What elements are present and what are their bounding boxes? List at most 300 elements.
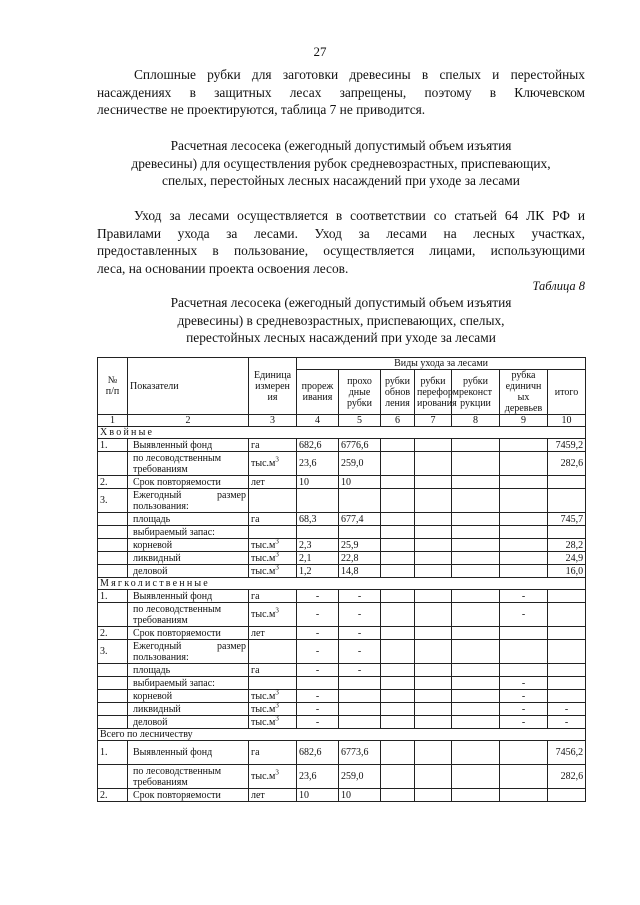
row-value: - xyxy=(297,690,339,703)
column-number: 4 xyxy=(297,415,339,427)
table-row xyxy=(98,627,586,640)
header-text: рубка xyxy=(511,370,536,381)
row-indicator: Срок повторяемости xyxy=(128,789,249,802)
section-row xyxy=(98,578,586,590)
allowable-cut-table xyxy=(97,357,586,802)
row-value xyxy=(500,476,548,489)
row-value: 259,0 xyxy=(339,452,381,476)
header-reformation-cutting xyxy=(415,370,460,415)
header-text: ивания xyxy=(302,392,333,403)
table-row xyxy=(98,677,586,690)
row-unit: лет xyxy=(249,476,297,489)
row-value xyxy=(452,664,500,677)
row-value xyxy=(415,716,452,729)
header-text: Единица xyxy=(253,369,292,381)
intro-line: насаждениях в защитных лесах запрещены, поэтому в Ключевском xyxy=(97,84,585,100)
row-value xyxy=(415,489,452,513)
table-row xyxy=(98,603,586,627)
row-number: 1. xyxy=(98,590,128,603)
heading-line: древесины) для осуществления рубок средневозрастных, приспевающих, xyxy=(131,155,551,171)
row-unit: га xyxy=(249,741,297,765)
row-value: - xyxy=(500,703,548,716)
row-number xyxy=(98,552,128,565)
header-unit xyxy=(249,358,297,415)
column-number-row xyxy=(98,415,586,427)
row-indicator: корневой xyxy=(128,690,249,703)
row-unit: га xyxy=(249,590,297,603)
row-value: 682,6 xyxy=(297,741,339,765)
row-value xyxy=(500,452,548,476)
row-value xyxy=(452,590,500,603)
row-value: 23,6 xyxy=(297,765,339,789)
row-value xyxy=(381,640,415,664)
row-number xyxy=(98,513,128,526)
row-value xyxy=(381,439,415,452)
row-value xyxy=(452,603,500,627)
row-value xyxy=(381,513,415,526)
row-indicator: выбираемый запас: xyxy=(128,677,249,690)
row-indicator: деловой xyxy=(128,565,249,578)
row-indicator: Ежегодный размер пользования: xyxy=(128,640,249,664)
row-unit: $тыс.м^3$ xyxy=(249,565,297,578)
row-unit: $тыс.м^3$ xyxy=(249,539,297,552)
row-value: - xyxy=(500,690,548,703)
table-row xyxy=(98,552,586,565)
header-text: Показатели xyxy=(130,380,179,392)
table-row xyxy=(98,489,586,513)
row-unit: $тыс.м^3$ xyxy=(249,603,297,627)
row-value xyxy=(381,489,415,513)
row-value xyxy=(297,677,339,690)
table-row xyxy=(98,640,586,664)
row-value xyxy=(415,603,452,627)
row-value xyxy=(415,452,452,476)
header-text: измерен xyxy=(255,380,290,392)
row-value xyxy=(339,716,381,729)
row-number xyxy=(98,452,128,476)
header-text: прохо xyxy=(347,375,372,387)
row-value xyxy=(381,476,415,489)
row-value xyxy=(297,526,339,539)
header-text: прореж xyxy=(301,381,334,392)
header-care-types-group: Виды ухода за лесами xyxy=(297,358,586,370)
row-value: - xyxy=(297,640,339,664)
table-row xyxy=(98,690,586,703)
column-number: 5 xyxy=(339,415,381,427)
row-value xyxy=(381,741,415,765)
row-value xyxy=(548,690,586,703)
row-indicator: выбираемый запас: xyxy=(128,526,249,539)
table-row xyxy=(98,526,586,539)
row-value: - xyxy=(548,716,586,729)
row-unit xyxy=(249,640,297,664)
row-value xyxy=(452,640,500,664)
row-value xyxy=(548,590,586,603)
row-value: - xyxy=(297,627,339,640)
row-unit: $тыс.м^3$ xyxy=(249,690,297,703)
heading-line: Расчетная лесосека (ежегодный допустимый объем изъятия xyxy=(170,295,512,310)
row-value xyxy=(452,452,500,476)
header-text: рукции xyxy=(460,397,491,409)
row-number xyxy=(98,664,128,677)
row-value xyxy=(452,565,500,578)
row-indicator: Выявленный фонд xyxy=(128,741,249,765)
heading-line: перестойных лесных насаждений при уходе за лесами xyxy=(186,330,496,345)
row-value: - xyxy=(548,703,586,716)
row-indicator: по лесоводственным требованиям xyxy=(128,765,249,789)
row-value xyxy=(381,677,415,690)
row-unit: $тыс.м^3$ xyxy=(249,716,297,729)
row-number: 3. xyxy=(98,489,128,513)
row-unit: $тыс.м^3$ xyxy=(249,552,297,565)
row-value: - xyxy=(500,590,548,603)
row-value xyxy=(415,552,452,565)
header-text: ия xyxy=(267,391,278,403)
header-text: п/п xyxy=(105,386,120,397)
row-value: 6776,6 xyxy=(339,439,381,452)
row-value xyxy=(452,627,500,640)
row-value xyxy=(548,627,586,640)
row-value: 16,0 xyxy=(548,565,586,578)
row-value xyxy=(381,703,415,716)
row-number: 1. xyxy=(98,741,128,765)
row-value xyxy=(381,765,415,789)
row-value xyxy=(548,664,586,677)
row-number: 2. xyxy=(98,789,128,802)
row-number xyxy=(98,677,128,690)
row-value xyxy=(548,476,586,489)
row-number xyxy=(98,603,128,627)
row-unit: $тыс.м^3$ xyxy=(249,452,297,476)
row-value: 259,0 xyxy=(339,765,381,789)
row-indicator: Ежегодный размер пользования: xyxy=(128,489,249,513)
row-number xyxy=(98,539,128,552)
row-value xyxy=(297,489,339,513)
table-header-row xyxy=(98,358,586,370)
header-text: реконст xyxy=(459,386,492,398)
row-value: 682,6 xyxy=(297,439,339,452)
column-number: 7 xyxy=(415,415,452,427)
table-row xyxy=(98,565,586,578)
row-value xyxy=(381,627,415,640)
row-value: 282,6 xyxy=(548,452,586,476)
table-caption: Таблица 8 xyxy=(532,279,585,293)
row-value xyxy=(381,452,415,476)
header-total: итого xyxy=(548,370,586,415)
row-value xyxy=(415,677,452,690)
row-value: 10 xyxy=(297,789,339,802)
row-number xyxy=(98,765,128,789)
row-value: - xyxy=(339,603,381,627)
row-value xyxy=(500,664,548,677)
row-value xyxy=(415,741,452,765)
header-thinning xyxy=(297,370,339,415)
row-value xyxy=(452,741,500,765)
header-text: дные xyxy=(348,386,371,398)
header-text: ых xyxy=(517,392,530,403)
row-value xyxy=(500,640,548,664)
row-number: 2. xyxy=(98,627,128,640)
row-unit: $тыс.м^3$ xyxy=(249,703,297,716)
table-row xyxy=(98,590,586,603)
care-line: Правилами ухода за лесами. Уход за лесами на лесных участках, xyxy=(97,225,585,241)
row-value: - xyxy=(339,590,381,603)
header-text: единичн xyxy=(505,381,542,392)
header-reconstruction-cutting xyxy=(452,370,500,415)
row-value: 10 xyxy=(297,476,339,489)
heading-line: спелых, перестойных лесных насаждений при уходе за лесами xyxy=(162,173,520,188)
row-value: 25,9 xyxy=(339,539,381,552)
row-value xyxy=(500,741,548,765)
row-value xyxy=(339,690,381,703)
care-paragraph xyxy=(97,207,585,277)
row-unit: лет xyxy=(249,627,297,640)
column-number: 10 xyxy=(548,415,586,427)
row-value: 23,6 xyxy=(297,452,339,476)
row-value: 10 xyxy=(339,476,381,489)
header-renewal-cutting xyxy=(381,370,415,415)
row-value: 24,9 xyxy=(548,552,586,565)
row-value xyxy=(548,640,586,664)
care-line: предоставленных в пользование, осуществляется лицами, использующими xyxy=(97,243,585,258)
row-value: 282,6 xyxy=(548,765,586,789)
heading-line: древесины) в средневозрастных, приспевающих, спелых, xyxy=(177,312,505,328)
row-value xyxy=(415,526,452,539)
row-indicator: по лесоводственным требованиям xyxy=(128,452,249,476)
row-value xyxy=(381,590,415,603)
table-row xyxy=(98,765,586,789)
row-value xyxy=(339,526,381,539)
section-row xyxy=(98,427,586,439)
row-value: 10 xyxy=(339,789,381,802)
row-unit xyxy=(249,526,297,539)
table8-heading xyxy=(97,294,585,347)
row-value: - xyxy=(297,590,339,603)
row-number xyxy=(98,703,128,716)
row-value xyxy=(452,716,500,729)
column-number: 9 xyxy=(500,415,548,427)
column-number: 3 xyxy=(249,415,297,427)
section-title: Всего по лесничеству xyxy=(98,729,586,741)
row-value xyxy=(381,565,415,578)
row-value xyxy=(548,789,586,802)
heading-line: Расчетная лесосека (ежегодный допустимый объем изъятия xyxy=(170,138,512,153)
header-text: переформ xyxy=(417,386,460,398)
row-indicator: площадь xyxy=(128,513,249,526)
row-value xyxy=(415,439,452,452)
header-passage-cutting xyxy=(339,370,381,415)
row-value xyxy=(415,703,452,716)
row-value: - xyxy=(297,603,339,627)
header-text: рубки xyxy=(346,397,373,409)
row-value xyxy=(415,664,452,677)
row-value xyxy=(381,539,415,552)
row-value: 677,4 xyxy=(339,513,381,526)
table-row xyxy=(98,716,586,729)
row-unit: га xyxy=(249,439,297,452)
row-value: - xyxy=(500,716,548,729)
row-value: 7456,2 xyxy=(548,741,586,765)
row-value: - xyxy=(500,677,548,690)
row-value xyxy=(381,552,415,565)
intro-line: Сплошные рубки для заготовки древесины в спелых и перестойных xyxy=(134,67,585,82)
table7-heading xyxy=(97,137,585,190)
row-value: - xyxy=(339,664,381,677)
row-number: 2. xyxy=(98,476,128,489)
section-row xyxy=(98,729,586,741)
row-value xyxy=(548,677,586,690)
row-value xyxy=(452,703,500,716)
row-value xyxy=(381,603,415,627)
row-indicator: по лесоводственным требованиям xyxy=(128,603,249,627)
row-value xyxy=(452,526,500,539)
row-value xyxy=(500,627,548,640)
row-value xyxy=(500,765,548,789)
row-value: 2,1 xyxy=(297,552,339,565)
row-value xyxy=(415,590,452,603)
row-value: 1,2 xyxy=(297,565,339,578)
header-text: рубки xyxy=(462,375,489,387)
row-unit xyxy=(249,489,297,513)
header-no xyxy=(98,358,128,415)
row-value xyxy=(339,703,381,716)
row-value: 14,8 xyxy=(339,565,381,578)
row-indicator: ликвидный xyxy=(128,703,249,716)
row-value xyxy=(381,716,415,729)
row-value: 68,3 xyxy=(297,513,339,526)
intro-paragraph xyxy=(97,66,585,119)
row-indicator: площадь xyxy=(128,664,249,677)
row-value xyxy=(415,513,452,526)
section-title: Хвойные xyxy=(98,427,586,439)
row-unit: га xyxy=(249,513,297,526)
row-value xyxy=(548,526,586,539)
row-value xyxy=(381,526,415,539)
row-value xyxy=(415,476,452,489)
row-value: 22,8 xyxy=(339,552,381,565)
care-line: леса, на основании проекта освоения лесов. xyxy=(97,260,349,276)
row-value xyxy=(500,539,548,552)
row-value xyxy=(339,489,381,513)
section-title: Мягколиственные xyxy=(98,578,586,590)
table-row xyxy=(98,703,586,716)
table-row xyxy=(98,513,586,526)
row-value: 6773,6 xyxy=(339,741,381,765)
row-value xyxy=(452,539,500,552)
intro-line: лесничестве не проектируются, таблица 7 не приводится. xyxy=(97,102,426,117)
row-value xyxy=(415,565,452,578)
row-value xyxy=(415,789,452,802)
row-value: 28,2 xyxy=(548,539,586,552)
row-value xyxy=(415,627,452,640)
row-unit: $тыс.м^3$ xyxy=(249,765,297,789)
row-value xyxy=(452,765,500,789)
row-value: 7459,2 xyxy=(548,439,586,452)
row-indicator: Выявленный фонд xyxy=(128,590,249,603)
row-value xyxy=(500,439,548,452)
column-number: 2 xyxy=(128,415,249,427)
row-value xyxy=(452,489,500,513)
page-number: 27 xyxy=(313,44,327,59)
table-row xyxy=(98,741,586,765)
row-value: - xyxy=(297,664,339,677)
row-value xyxy=(381,690,415,703)
row-value xyxy=(548,489,586,513)
row-number xyxy=(98,690,128,703)
row-number xyxy=(98,716,128,729)
row-value: - xyxy=(339,640,381,664)
header-text: рубки xyxy=(420,375,446,387)
header-single-tree-cutting xyxy=(500,370,548,415)
row-value xyxy=(452,552,500,565)
care-line: Уход за лесами осуществляется в соответствии со статьей 64 ЛК РФ и xyxy=(134,208,585,223)
row-value xyxy=(339,677,381,690)
header-text: ирования xyxy=(417,397,457,409)
row-indicator: деловой xyxy=(128,716,249,729)
table-row xyxy=(98,476,586,489)
row-value: 745,7 xyxy=(548,513,586,526)
row-value xyxy=(452,513,500,526)
row-value xyxy=(415,640,452,664)
row-value xyxy=(452,476,500,489)
row-value xyxy=(452,789,500,802)
row-value xyxy=(500,526,548,539)
header-text: ления xyxy=(385,397,410,409)
column-number: 6 xyxy=(381,415,415,427)
row-value xyxy=(415,765,452,789)
row-value xyxy=(500,552,548,565)
row-indicator: Срок повторяемости xyxy=(128,476,249,489)
row-value xyxy=(415,690,452,703)
row-indicator: Срок повторяемости xyxy=(128,627,249,640)
row-number: 1. xyxy=(98,439,128,452)
row-value xyxy=(415,539,452,552)
table-row xyxy=(98,789,586,802)
row-value xyxy=(381,664,415,677)
table-row xyxy=(98,439,586,452)
row-value xyxy=(452,439,500,452)
row-indicator: Выявленный фонд xyxy=(128,439,249,452)
header-text: № xyxy=(107,375,118,386)
row-value xyxy=(381,789,415,802)
row-value: - xyxy=(297,703,339,716)
row-value xyxy=(548,603,586,627)
row-unit xyxy=(249,677,297,690)
table-row xyxy=(98,664,586,677)
row-value: - xyxy=(500,603,548,627)
header-text: обнов xyxy=(384,386,411,398)
table-row xyxy=(98,539,586,552)
table-row xyxy=(98,452,586,476)
row-value: - xyxy=(297,716,339,729)
row-indicator: ликвидный xyxy=(128,552,249,565)
row-value xyxy=(500,489,548,513)
row-value xyxy=(500,565,548,578)
row-number xyxy=(98,565,128,578)
row-value: - xyxy=(339,627,381,640)
header-indicator xyxy=(128,358,249,415)
row-value xyxy=(500,789,548,802)
header-text: рубки xyxy=(384,375,411,387)
row-indicator: корневой xyxy=(128,539,249,552)
row-value xyxy=(452,677,500,690)
header-text: деревьев xyxy=(504,403,543,414)
row-unit: га xyxy=(249,664,297,677)
row-value: 2,3 xyxy=(297,539,339,552)
column-number: 8 xyxy=(452,415,500,427)
row-value xyxy=(500,513,548,526)
row-unit: лет xyxy=(249,789,297,802)
